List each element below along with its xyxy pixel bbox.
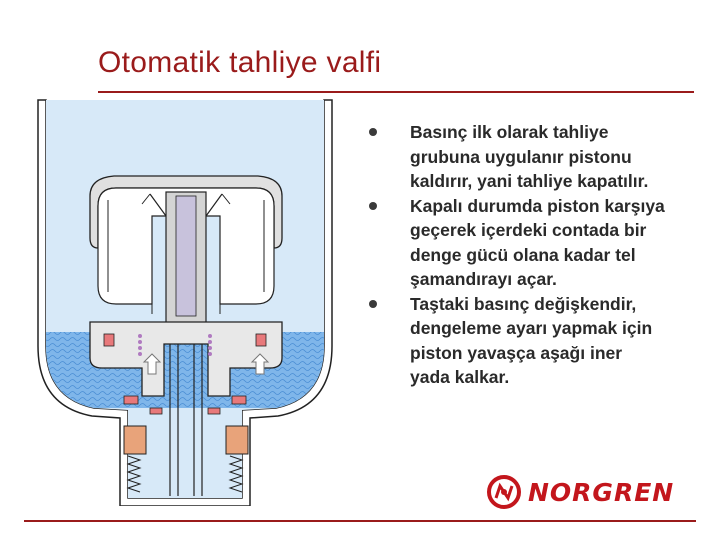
title-divider [98,91,694,93]
norgren-emblem-icon [486,474,522,510]
auto-drain-valve-diagram [30,96,340,506]
slide-title: Otomatik tahliye valfi [98,46,382,79]
bullet-text: Taştaki basınç değişkendir, dengeleme ayarı yapmak için piston yavaşça aşağı iner yada kalkar. [410,293,653,387]
bullet-dot [369,202,377,210]
bullet-dot [369,128,377,136]
bullet-dot [369,300,377,308]
logo-wordmark: NORGREN [528,477,675,507]
bullet-item [366,194,666,292]
seal-left [104,334,114,346]
bullet-item [366,120,666,194]
bullet-item [366,292,666,390]
bullet-text: Kapalı durumda piston karşıya geçerek içerdeki contada bir denge gücü olana kadar tel şamandırayı açar. [410,195,665,289]
footer-divider [24,520,696,522]
norgren-logo [486,474,698,510]
bullet-list [366,120,666,390]
bullet-text: Basınç ilk olarak tahliye grubuna uygulanır pistonu kaldırır, yani tahliye kapatılır. [410,122,649,191]
seal-right [256,334,266,346]
